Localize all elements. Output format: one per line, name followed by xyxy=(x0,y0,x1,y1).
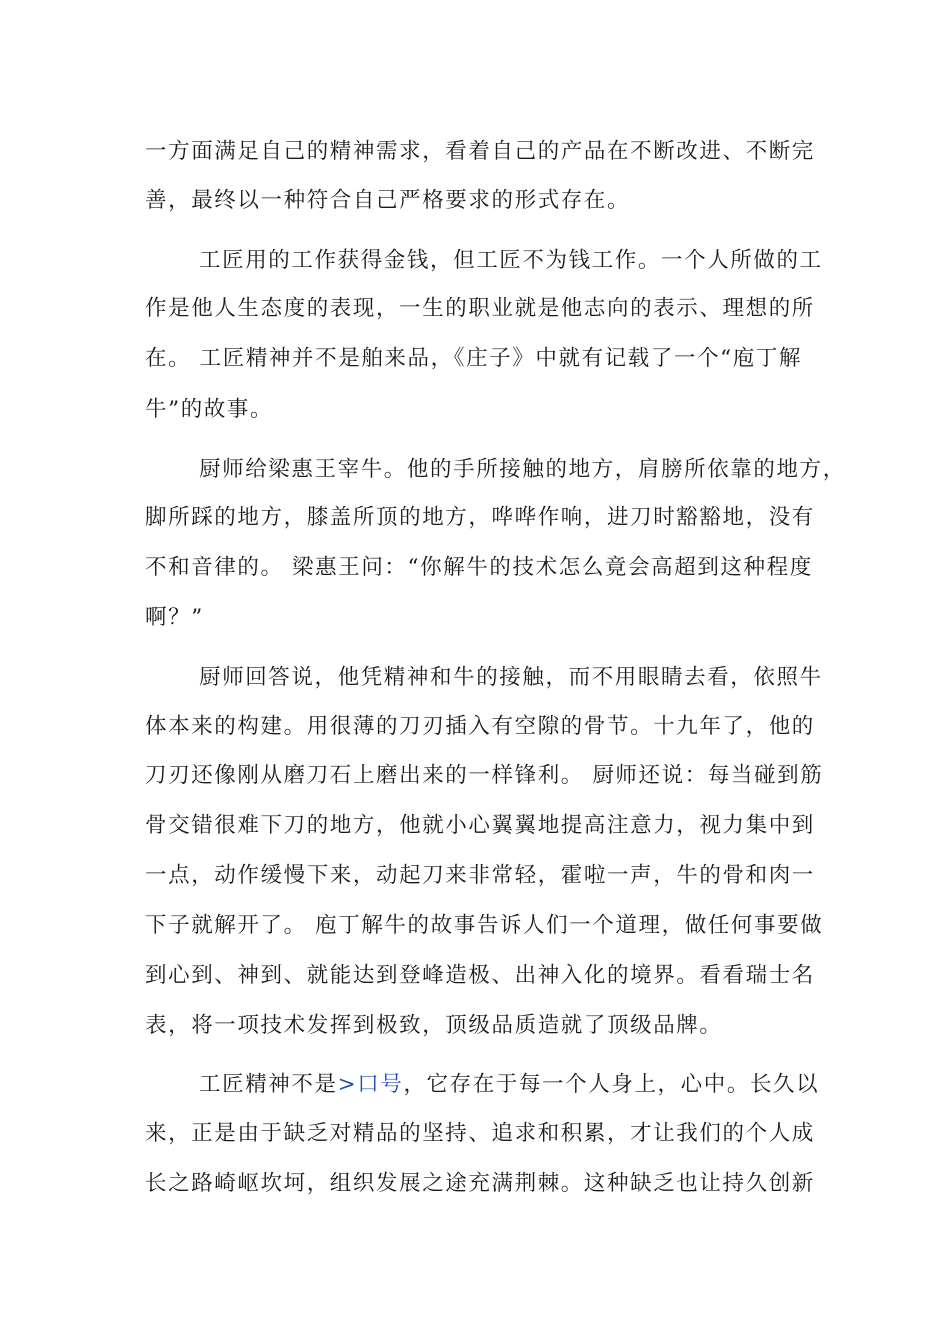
paragraph-4-line-7: 到心到、神到、就能达到登峰造极、出神入化的境界。看看瑞士名 xyxy=(145,963,815,988)
paragraph-4-line-4: 骨交错很难下刀的地方，他就小心翼翼地提高注意力，视力集中到 xyxy=(145,813,815,838)
paragraph-1-line-1: 一方面满足自己的精神需求，看着自己的产品在不断改进、不断完 xyxy=(145,139,815,164)
paragraph-4-line-6: 下子就解开了。 庖丁解牛的故事告诉人们一个道理，做任何事要做 xyxy=(145,913,824,938)
paragraph-5-line-2: 来，正是由于缺乏对精品的坚持、追求和积累，才让我们的个人成 xyxy=(145,1121,815,1146)
paragraph-2-line-1: 工匠用的工作获得金钱，但工匠不为钱工作。一个人所做的工 xyxy=(199,248,823,273)
paragraph-4-line-2: 体本来的构建。用很薄的刀刃插入有空隙的骨节。十九年了，他的 xyxy=(145,714,815,739)
paragraph-4-line-1: 厨师回答说，他凭精神和牛的接触，而不用眼睛去看，依照牛 xyxy=(199,665,823,690)
paragraph-4-line-3: 刀刃还像刚从磨刀石上磨出来的一样锋利。 厨师还说：每当碰到筋 xyxy=(145,763,824,788)
paragraph-3-line-3: 不和音律的。 梁惠王问：“你解牛的技术怎么竟会高超到这种程度 xyxy=(145,555,813,580)
paragraph-5-prefix: 工匠精神不是 xyxy=(199,1072,338,1097)
paragraph-3-line-4: 啊？” xyxy=(145,605,204,630)
paragraph-4-line-8: 表，将一项技术发挥到极致，顶级品质造就了顶级品牌。 xyxy=(145,1013,723,1038)
paragraph-2-line-2: 作是他人生态度的表现，一生的职业就是他志向的表示、理想的所 xyxy=(145,296,815,321)
paragraph-1-line-2: 善，最终以一种符合自己严格要求的形式存在。 xyxy=(145,188,631,213)
paragraph-5-line-1 xyxy=(199,1071,819,1099)
slogan-link[interactable]: >口号 xyxy=(337,1072,404,1097)
paragraph-5-suffix: ，它存在于每一个人身上，心中。长久以 xyxy=(403,1072,820,1097)
paragraph-4-line-5: 一点，动作缓慢下来，动起刀来非常轻，霍啦一声，牛的骨和肉一 xyxy=(145,863,815,888)
paragraph-3-line-1: 厨师给梁惠王宰牛。他的手所接触的地方，肩膀所依靠的地方， xyxy=(199,457,846,482)
paragraph-2-line-4: 牛”的故事。 xyxy=(145,397,274,422)
paragraph-2-line-3: 在。 工匠精神并不是舶来品，《庄子》中就有记载了一个“庖丁解 xyxy=(145,346,803,371)
paragraph-5-line-3: 长之路崎岖坎坷，组织发展之途充满荆棘。这种缺乏也让持久创新 xyxy=(145,1171,815,1196)
paragraph-3-line-2: 脚所踩的地方，膝盖所顶的地方，哗哗作响，进刀时豁豁地，没有 xyxy=(145,505,815,530)
